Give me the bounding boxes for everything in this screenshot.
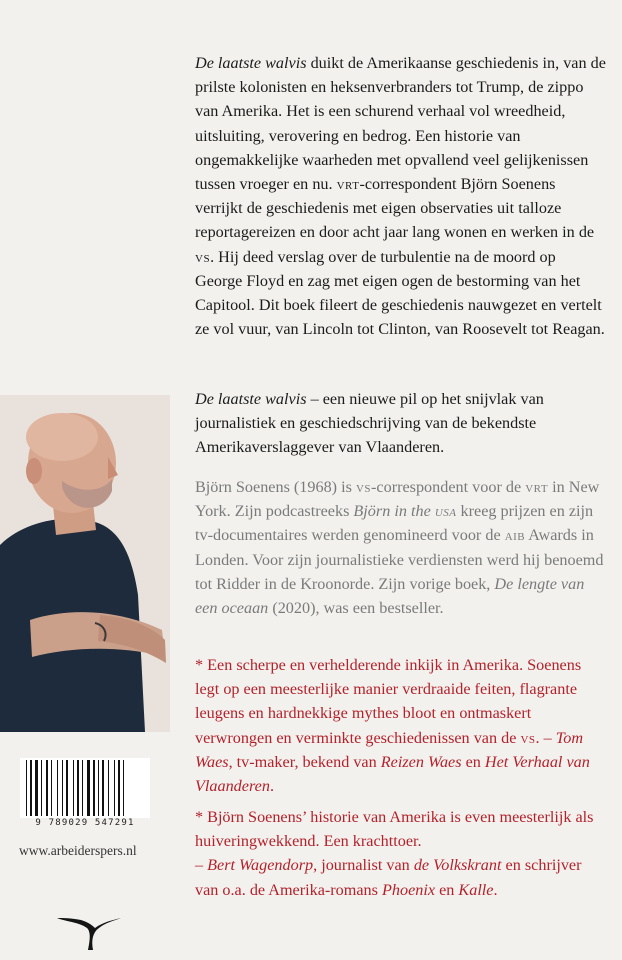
quote-text: .: [493, 880, 498, 899]
vs-abbrev: vs: [195, 247, 211, 266]
description-text: . Hij deed verslag over de turbulentie na de moord op George Floyd en zag met eigen ogen de bestorming van het Capitool. Dit boek fileert de geschiedenis nauwgezet en vertelt ze vol vuur, van Lincoln tot Clinton, van Roosevelt tot Reagan.: [195, 247, 605, 339]
quote-text: * Een scherpe en verhelderende inkijk in Amerika. Soenens legt op een meesterlijke manier verdraaide feiten, flagrante leugens en hardnekkige mythes bloot en ontmaskert verwrongen en verminkte geschiedenissen van de: [195, 656, 582, 747]
podcast-title: Björn in the: [353, 502, 435, 521]
quote-text: –: [195, 856, 208, 875]
previous-book-title: De lengte van een oceaan: [195, 574, 585, 618]
novel-title: Phoenix: [382, 880, 436, 899]
description-text: duikt de Amerikaanse geschiedenis in, van de prilste kolonisten en heksenverbranders tot Trump, de zippo van Amerika. Het is een schurend verhaal vol wreedheid, uitsluiting, verovering en bedrog. Een historie van ongemakkelijke waarheden met opvallend veel gelijkenissen tussen vroeger en nu.: [195, 54, 606, 194]
description-paragraph: [195, 51, 607, 341]
barcode-digits: 9 789029 547291: [35, 818, 135, 828]
quote-text: en: [435, 880, 459, 899]
show-title: Reizen Waes: [380, 752, 462, 771]
author-bio: [195, 475, 607, 620]
quote-text: , tv-maker, bekend van: [228, 752, 381, 771]
whale-tail-logo-icon: [57, 912, 121, 952]
review-quote-bert-wagendorp: [195, 805, 607, 902]
show-title: Het Verhaal van Vlaanderen: [195, 752, 590, 796]
quote-text: . –: [535, 728, 556, 747]
quote-text: en: [461, 752, 485, 771]
tagline-text: – een nieuwe pil op het snijvlak van journalistiek en geschiedschrijving van de bekendste Amerikaverslaggever van Vlaanderen.: [195, 390, 544, 457]
aib-abbrev: aib: [504, 526, 526, 545]
bio-text: Awards in Londen. Voor zijn journalistieke verdiensten werd hij benoemd tot Ridder in de Kroonorde. Zijn vorige boek,: [195, 526, 604, 593]
newspaper-title: de Volkskrant: [413, 856, 502, 875]
publisher-url[interactable]: www.arbeiderspers.nl: [19, 843, 137, 858]
usa-abbrev: usa: [434, 502, 457, 521]
bio-text: Björn Soenens (1968) is: [195, 478, 356, 496]
tagline-paragraph: [195, 387, 607, 460]
quote-text: en schrijver van o.a. de Amerika-romans: [195, 856, 582, 899]
quote-author: Tom Waes: [195, 728, 584, 771]
review-quote-tom-waes: [195, 653, 607, 798]
quote-text: .: [269, 777, 274, 796]
barcode: [20, 758, 150, 818]
vs-abbrev: vs: [520, 728, 536, 747]
bio-text: -correspondent voor de: [371, 478, 526, 496]
bio-text: kreeg prijzen en zijn tv-documentaires werden genomineerd voor de: [195, 502, 594, 545]
bio-text: (2020), was een bestseller.: [268, 599, 444, 618]
author-photo: [0, 395, 170, 732]
vrt-abbrev: vrt: [525, 478, 549, 496]
quote-author: Bert Wagendorp: [207, 856, 314, 875]
vs-abbrev: vs: [355, 478, 372, 496]
novel-title: Kalle: [458, 880, 494, 899]
book-title: De laatste walvis: [195, 54, 307, 72]
vrt-abbrev: vrt: [336, 175, 360, 194]
book-title: De laatste walvis: [195, 390, 307, 408]
quote-text: * Björn Soenens’ historie van Amerika is even meesterlijk als huiveringwekkend. Een krachttoer.: [195, 808, 594, 851]
description-text: -correspondent Björn Soenens verrijkt de geschiedenis met eigen observaties uit talloze reportagereizen en door acht jaar lang wonen en werken in de: [195, 175, 595, 242]
bio-text: in New York. Zijn podcastreeks: [195, 478, 600, 521]
quote-text: , journalist van: [313, 856, 414, 875]
